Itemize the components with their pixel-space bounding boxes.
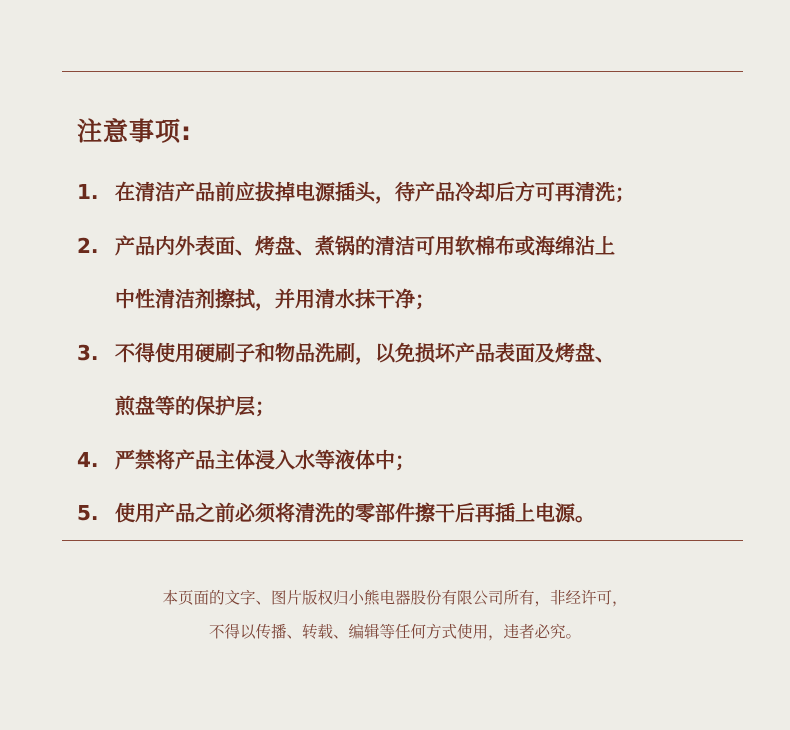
copyright-line-2: 不得以传播、转载、编辑等任何方式使用，违者必究。 (208, 623, 581, 641)
bottom-divider (62, 540, 743, 541)
note-item-3-continuation: 煎盘等的保护层； (115, 394, 275, 418)
note-item-4 (77, 438, 747, 492)
note-text: 在清洁产品前应拔掉电源插头，待产品冷却后方可再清洗； (115, 180, 635, 204)
note-text: 使用产品之前必须将清洗的零部件擦干后再插上电源。 (115, 501, 595, 525)
note-number: 1. (77, 180, 99, 204)
top-divider (62, 71, 743, 72)
note-text: 严禁将产品主体浸入水等液体中； (115, 447, 415, 472)
note-item-3 (77, 331, 747, 385)
note-item-1 (77, 170, 747, 224)
note-text: 产品内外表面、烤盘、煮锅的清洁可用软棉布或海绵沾上 (115, 233, 615, 258)
section-title: 注意事项: (77, 117, 192, 146)
note-number: 3. (77, 340, 99, 365)
notes-list (77, 170, 747, 545)
copyright-line-1: 本页面的文字、图片版权归小熊电器股份有限公司所有，非经许可， (162, 589, 628, 607)
note-number: 2. (77, 233, 99, 258)
note-number: 5. (77, 501, 99, 525)
note-text: 不得使用硬刷子和物品洗刷，以免损坏产品表面及烤盘、 (115, 340, 615, 365)
note-item-2-continuation: 中性清洁剂擦拭，并用清水抹干净； (115, 287, 435, 311)
note-item-5 (77, 491, 747, 545)
note-number: 4. (77, 447, 99, 472)
note-item-2 (77, 224, 747, 278)
